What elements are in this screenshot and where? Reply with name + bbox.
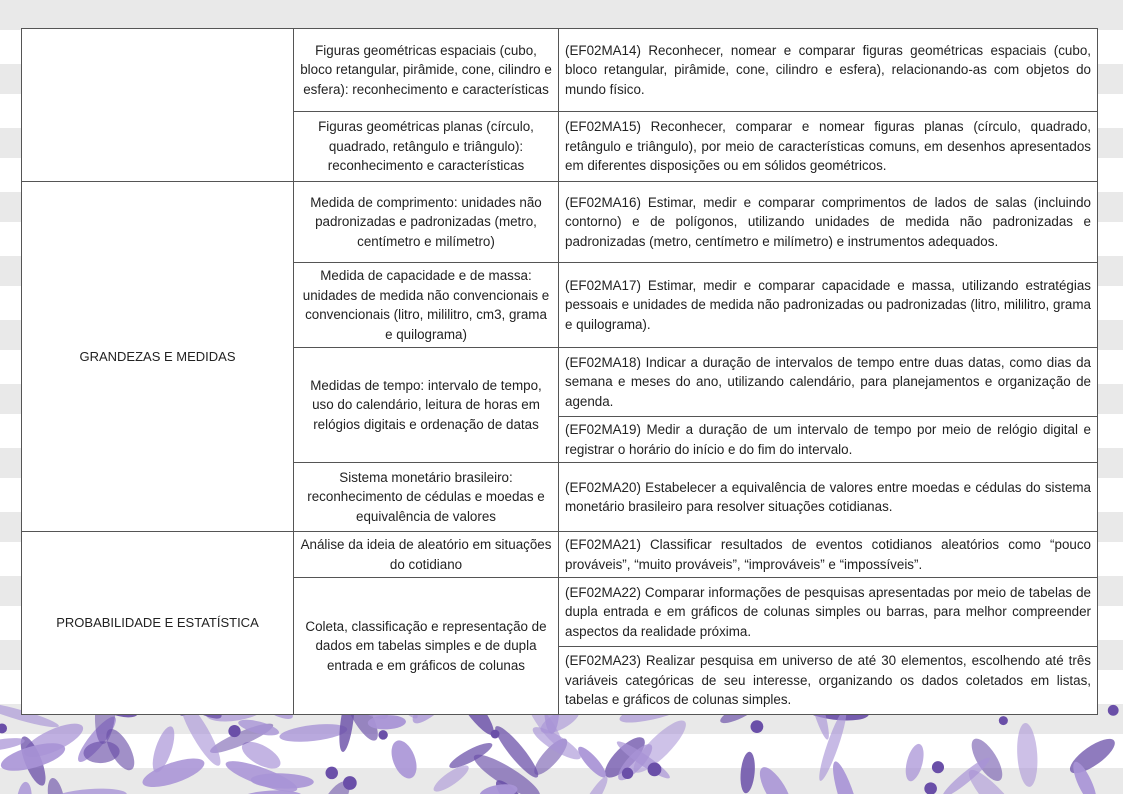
- berry-shape: [228, 725, 240, 737]
- berry-shape: [751, 720, 764, 733]
- skill-cell: (EF02MA20) Estabelecer a equivalência de valores entre moedas e cédulas do sistema monetário brasileiro para resolver situações cotidianas.: [559, 463, 1098, 532]
- leaf-shape: [387, 737, 422, 782]
- leaf-shape: [15, 781, 33, 794]
- berry-shape: [932, 761, 944, 773]
- leaf-shape: [574, 743, 609, 781]
- leaf-shape: [902, 742, 927, 783]
- skill-cell: (EF02MA14) Reconhecer, nomear e comparar figuras geométricas espaciais (cubo, bloco retangular, pirâmide, cone, cilindro e esfera), relacionando-as com objetos do mundo físico.: [559, 29, 1098, 112]
- berry-shape: [343, 776, 357, 790]
- knowledge-object-cell: Figuras geométricas espaciais (cubo, bloco retangular, pirâmide, cone, cilindro e esfera): reconhecimento e características: [294, 29, 559, 112]
- leaf-shape: [754, 763, 798, 794]
- leaf-shape: [279, 721, 349, 745]
- knowledge-object-cell: Sistema monetário brasileiro: reconhecimento de cédulas e moedas e equivalência de valores: [294, 463, 559, 532]
- knowledge-object-cell: Medida de comprimento: unidades não padronizadas e padronizadas (metro, centímetro e milímetro): [294, 182, 559, 263]
- leaf-shape: [45, 777, 68, 794]
- knowledge-object-cell: Análise da ideia de aleatório em situações do cotidiano: [294, 532, 559, 578]
- table-row: [22, 182, 1098, 263]
- skill-cell: (EF02MA18) Indicar a duração de intervalos de tempo entre duas datas, como dias da semana e meses do ano, utilizando calendário, para planejamentos e organização de agenda.: [559, 348, 1098, 417]
- leaf-shape: [139, 753, 207, 793]
- knowledge-object-cell: Medidas de tempo: intervalo de tempo, uso do calendário, leitura de horas em relógios digitais e ordenação de datas: [294, 348, 559, 463]
- leaf-shape: [828, 759, 865, 794]
- skill-cell: (EF02MA16) Estimar, medir e comparar comprimentos de lados de salas (incluindo contorno) e de polígonos, utilizando unidades de medida não padronizadas e padronizadas (metro, centímetro e milímetro) e instrumentos adequados.: [559, 182, 1098, 263]
- leaf-shape: [1015, 722, 1039, 787]
- leaf-shape: [250, 772, 314, 789]
- thematic-unit-cell: [22, 29, 294, 182]
- skill-cell: (EF02MA19) Medir a duração de um intervalo de tempo por meio de relógio digital e registrar o horário do início e do fim do intervalo.: [559, 417, 1098, 463]
- leaf-shape: [1065, 733, 1119, 779]
- leaf-shape: [575, 774, 612, 794]
- table-row: [22, 29, 1098, 112]
- berry-shape: [999, 716, 1008, 725]
- berry-shape: [0, 723, 7, 733]
- berry-shape: [325, 767, 338, 780]
- berry-shape: [491, 730, 500, 739]
- skill-cell: (EF02MA15) Reconhecer, comparar e nomear figuras planas (círculo, quadrado, retângulo e triângulo), por meio de características comuns, em desenhos apresentados em diferentes disposições ou em sólidos geométricos.: [559, 112, 1098, 182]
- leaf-shape: [739, 751, 757, 794]
- berry-shape: [622, 768, 633, 779]
- thematic-unit-cell: PROBABILIDADE E ESTATÍSTICA: [22, 532, 294, 715]
- knowledge-object-cell: Figuras geométricas planas (círculo, quadrado, retângulo e triângulo): reconhecimento e características: [294, 112, 559, 182]
- leaf-shape: [52, 786, 128, 794]
- skill-cell: (EF02MA21) Classificar resultados de eventos cotidianos aleatórios como “pouco prováveis”, “muito prováveis”, “improváveis” e “impossíveis”.: [559, 532, 1098, 578]
- skill-cell: (EF02MA17) Estimar, medir e comparar capacidade e massa, utilizando estratégias pessoais e unidades de medida não padronizadas ou padronizadas (litro, mililitro, grama e quilograma).: [559, 263, 1098, 348]
- knowledge-object-cell: Medida de capacidade e de massa: unidades de medida não convencionais e convencionais (litro, mililitro, cm3, grama e quilograma): [294, 263, 559, 348]
- berry-shape: [648, 762, 662, 776]
- curriculum-table: [21, 28, 1098, 715]
- skill-cell: (EF02MA22) Comparar informações de pesquisas apresentadas por meio de tabelas de dupla entrada e em gráficos de colunas simples ou barras, para melhor compreender aspectos da realidade próxima.: [559, 578, 1098, 647]
- berry-shape: [378, 730, 387, 739]
- knowledge-object-cell: Coleta, classificação e representação de dados em tabelas simples e de dupla entrada e em gráficos de colunas: [294, 578, 559, 715]
- berry-shape: [1108, 705, 1119, 716]
- table-row: [22, 532, 1098, 578]
- berry-shape: [924, 782, 937, 794]
- thematic-unit-cell: GRANDEZAS E MEDIDAS: [22, 182, 294, 532]
- skill-cell: (EF02MA23) Realizar pesquisa em universo de até 30 elementos, escolhendo até três variáveis categóricas de seu interesse, organizando os dados coletados em listas, tabelas e gráficos de colunas simples.: [559, 647, 1098, 715]
